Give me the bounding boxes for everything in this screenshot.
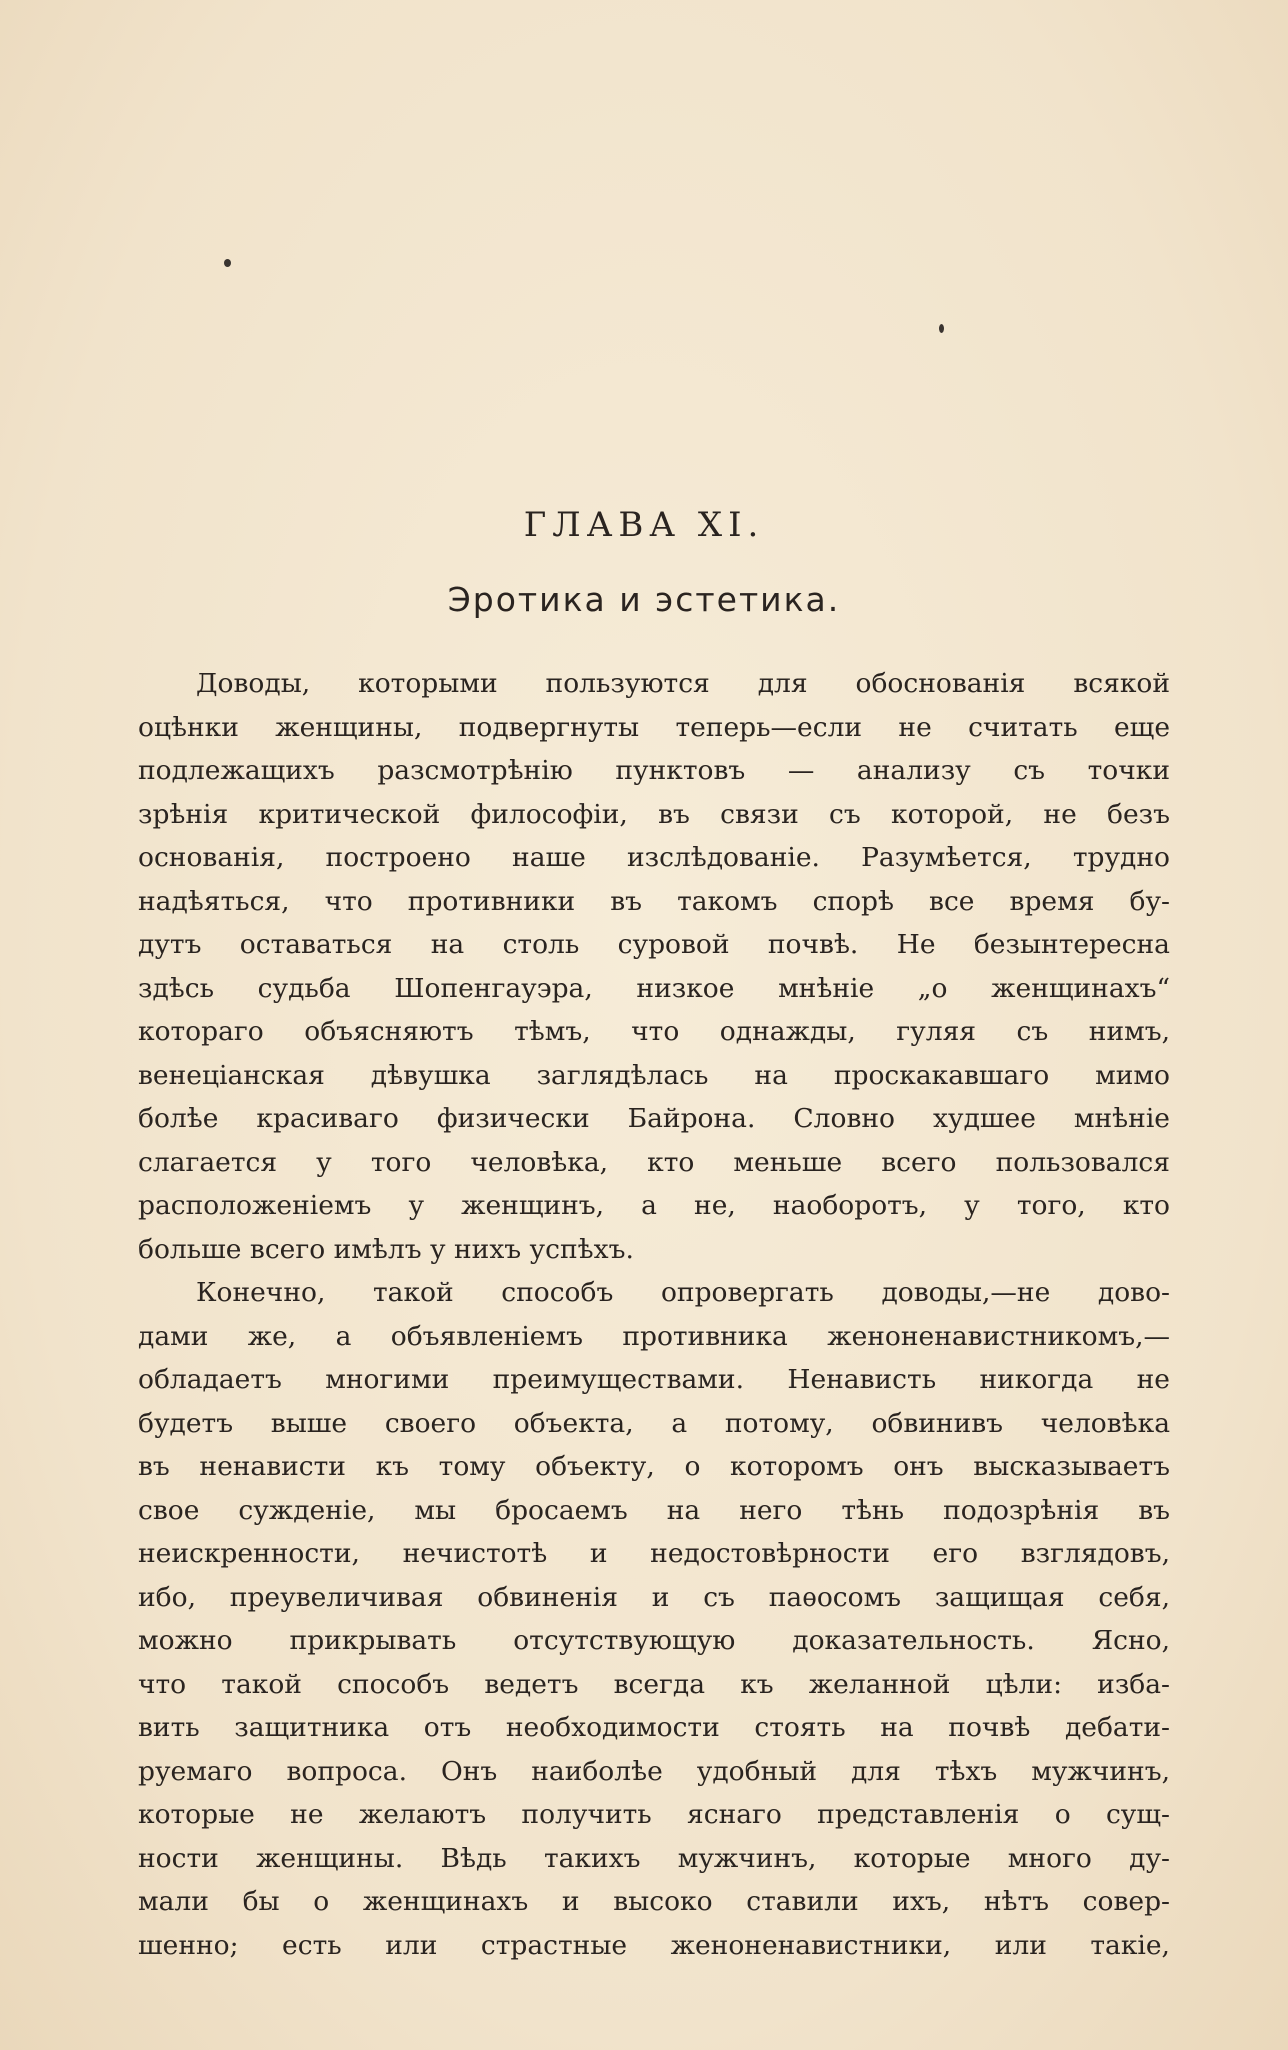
text-line: обладаетъ многими преимуществами. Ненависть никогда не xyxy=(138,1364,1170,1395)
text-line: зрѣнія критической философіи, въ связи съ которой, не безъ xyxy=(138,798,1170,830)
text-line: въ ненависти къ тому объекту, о которомъ онъ высказываетъ xyxy=(138,1451,1170,1482)
text-line: котораго объясняютъ тѣмъ, что однажды, гуляя съ нимъ, xyxy=(138,1016,1170,1047)
chapter-title: Эротика и эстетика. xyxy=(447,580,841,619)
text-line: неискренности, нечистотѣ и недостовѣрности его взглядовъ, xyxy=(138,1538,1170,1569)
text-line: оцѣнки женщины, подвергнуты теперь—если не считать еще xyxy=(138,711,1170,743)
paragraph xyxy=(138,662,1170,1271)
text-line: здѣсь судьба Шопенгауэра, низкое мнѣніе „о женщинахъ“ xyxy=(138,972,1170,1004)
text-line: Конечно, такой способъ опровергать доводы,—не дово- xyxy=(196,1277,1170,1308)
text-line: болѣе красиваго физически Байрона. Словно худшее мнѣніе xyxy=(138,1103,1170,1134)
ink-speck xyxy=(939,324,944,333)
text-line: ности женщины. Вѣдь такихъ мужчинъ, которые много ду- xyxy=(138,1842,1170,1874)
text-line: что такой способъ ведетъ всегда къ желанной цѣли: изба- xyxy=(138,1668,1170,1700)
text-line: которые не желаютъ получить яснаго представленія о сущ- xyxy=(138,1799,1170,1830)
chapter-label: ГЛАВА XI. xyxy=(523,505,765,545)
ink-speck xyxy=(224,259,231,267)
text-line: больше всего имѣлъ у нихъ успѣхъ. xyxy=(138,1233,634,1265)
text-line: основанія, построено наше изслѣдованіе. Разумѣется, трудно xyxy=(138,842,1170,873)
text-line: слагается у того человѣка, кто меньше всего пользовался xyxy=(138,1146,1170,1178)
text-line: дами же, а объявленіемъ противника женоненавистникомъ,— xyxy=(138,1320,1170,1352)
text-line: подлежащихъ разсмотрѣнію пунктовъ — анализу съ точки xyxy=(138,755,1170,786)
text-line: дутъ оставаться на столь суровой почвѣ. Не безынтересна xyxy=(138,929,1170,960)
text-line: руемаго вопроса. Онъ наиболѣе удобный для тѣхъ мужчинъ, xyxy=(138,1755,1170,1787)
text-line: будетъ выше своего объекта, а потому, обвинивъ человѣка xyxy=(138,1407,1170,1439)
text-line: расположеніемъ у женщинъ, а не, наоборотъ, у того, кто xyxy=(138,1190,1170,1221)
text-line: ибо, преувеличивая обвиненія и съ паѳосомъ защищая себя, xyxy=(138,1581,1170,1613)
text-line: свое сужденіе, мы бросаемъ на него тѣнь подозрѣнія въ xyxy=(138,1494,1170,1526)
text-line: мали бы о женщинахъ и высоко ставили ихъ, нѣтъ совер- xyxy=(138,1886,1170,1917)
text-line: надѣяться, что противники въ такомъ спорѣ все время бу- xyxy=(138,885,1170,917)
text-line: Доводы, которыми пользуются для обоснованія всякой xyxy=(196,668,1170,699)
text-line: шенно; есть или страстные женоненавистники, или такіе, xyxy=(138,1929,1170,1961)
text-line: венеціанская дѣвушка заглядѣлась на проскакавшаго мимо xyxy=(138,1059,1170,1091)
paragraph xyxy=(138,1271,1170,1967)
text-line: вить защитника отъ необходимости стоять на почвѣ дебати- xyxy=(138,1712,1170,1743)
body-text xyxy=(138,662,1170,1967)
text-line: можно прикрывать отсутствующую доказательность. Ясно, xyxy=(138,1625,1170,1656)
